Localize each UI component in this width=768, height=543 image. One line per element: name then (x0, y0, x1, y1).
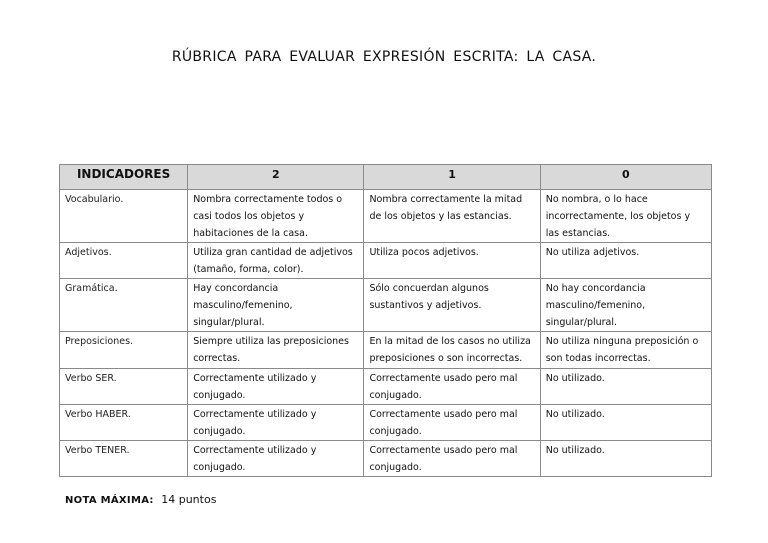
indicator-cell: Verbo TENER. (60, 441, 188, 477)
table-row (60, 332, 712, 369)
score-0-cell: No utilizado. (540, 405, 711, 441)
header-score-2: 2 (188, 165, 364, 190)
header-score-1: 1 (364, 165, 540, 190)
header-indicadores: INDICADORES (60, 165, 188, 190)
table-row (60, 441, 712, 477)
score-2-cell: Utiliza gran cantidad de adjetivos (tamaño, forma, color). (188, 243, 364, 279)
rubric-table (59, 164, 712, 477)
score-0-cell: No utiliza ninguna preposición o son todas incorrectas. (540, 332, 711, 369)
score-1-cell: Correctamente usado pero mal conjugado. (364, 441, 540, 477)
score-0-cell: No utiliza adjetivos. (540, 243, 711, 279)
score-1-cell: En la mitad de los casos no utiliza preposiciones o son incorrectas. (364, 332, 540, 369)
score-2-cell: Nombra correctamente todos o casi todos los objetos y habitaciones de la casa. (188, 190, 364, 243)
indicator-cell: Vocabulario. (60, 190, 188, 243)
score-1-cell: Correctamente usado pero mal conjugado. (364, 405, 540, 441)
score-1-cell: Sólo concuerdan algunos sustantivos y adjetivos. (364, 279, 540, 332)
score-1-cell: Nombra correctamente la mitad de los objetos y las estancias. (364, 190, 540, 243)
indicator-cell: Preposiciones. (60, 332, 188, 369)
score-0-cell: No utilizado. (540, 369, 711, 405)
document-title: RÚBRICA PARA EVALUAR EXPRESIÓN ESCRITA: LA CASA. (171, 49, 597, 65)
indicator-cell: Verbo SER. (60, 369, 188, 405)
score-2-cell: Correctamente utilizado y conjugado. (188, 441, 364, 477)
table-header-row (60, 165, 712, 190)
indicator-cell: Gramática. (60, 279, 188, 332)
max-score-value: 14 puntos (161, 493, 217, 506)
score-1-cell: Correctamente usado pero mal conjugado. (364, 369, 540, 405)
score-1-cell: Utiliza pocos adjetivos. (364, 243, 540, 279)
score-0-cell: No hay concordancia masculino/femenino, singular/plural. (540, 279, 711, 332)
table-row (60, 369, 712, 405)
max-score-label: NOTA MÁXIMA: (65, 495, 154, 506)
score-2-cell: Siempre utiliza las preposiciones correctas. (188, 332, 364, 369)
score-0-cell: No utilizado. (540, 441, 711, 477)
score-2-cell: Correctamente utilizado y conjugado. (188, 405, 364, 441)
header-score-0: 0 (540, 165, 711, 190)
score-0-cell: No nombra, o lo hace incorrectamente, los objetos y las estancias. (540, 190, 711, 243)
table-row (60, 279, 712, 332)
indicator-cell: Verbo HABER. (60, 405, 188, 441)
max-score-note (65, 493, 216, 506)
score-2-cell: Correctamente utilizado y conjugado. (188, 369, 364, 405)
indicator-cell: Adjetivos. (60, 243, 188, 279)
table-row (60, 405, 712, 441)
score-2-cell: Hay concordancia masculino/femenino, singular/plural. (188, 279, 364, 332)
table-row (60, 243, 712, 279)
table-row (60, 190, 712, 243)
